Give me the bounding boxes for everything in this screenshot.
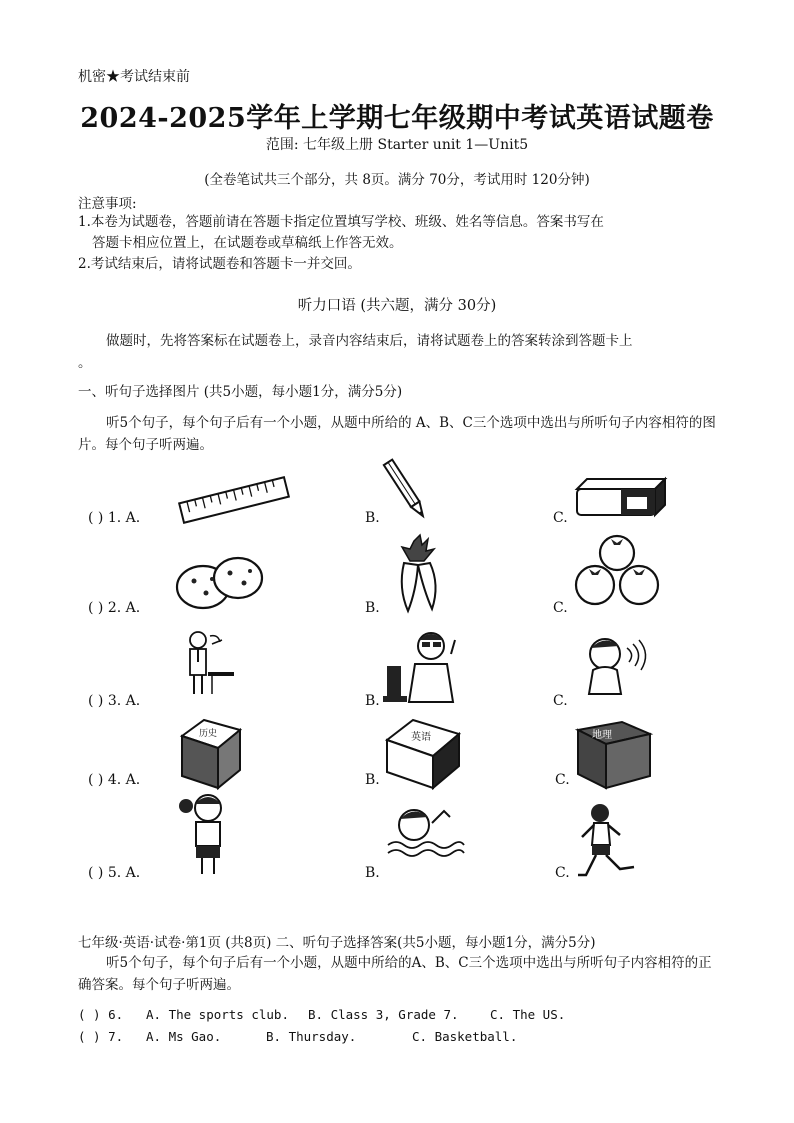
exam-scope: 范围: 七年级上册 Starter unit 1—Unit5: [265, 137, 529, 153]
ping-pong-boy-icon: [178, 792, 236, 878]
notice-heading: 注意事项:: [78, 196, 137, 212]
question-5-option-b: B.: [365, 865, 380, 881]
teacher-icon: [178, 630, 238, 698]
question-7-label: ( ) 7.: [78, 1029, 124, 1044]
english-book-icon: [383, 718, 463, 790]
question-2-option-b: B.: [365, 600, 380, 616]
part1-title: 一、听句子选择图片 (共5小题，每小题1分，满分5分): [78, 384, 403, 400]
question-1-option-c: C.: [553, 510, 568, 526]
question-6-option-c: C. The US.: [490, 1007, 566, 1022]
page-footer-and-part2-title: 七年级·英语·试卷·第1页 (共8页) 二、听句子选择答案(共5小题，每小题1分，满分5分): [78, 935, 596, 951]
eraser-icon: [573, 475, 668, 519]
running-boy-icon: [576, 803, 638, 881]
notice-line-1: 1.本卷为试题卷，答题前请在答题卡指定位置填写学校、班级、姓名等信息。答案书写在: [78, 214, 604, 230]
question-6-label: ( ) 6.: [78, 1007, 124, 1022]
singing-boy-icon: [573, 634, 653, 696]
listening-instruction: 做题时，先将答案标在试题卷上，录音内容结束后，请将试题卷上的答案转涂到答题卡上: [106, 333, 633, 349]
question-2: [78, 545, 718, 625]
geography-book-label: 地理: [592, 730, 612, 741]
listening-instruction-end: 。: [78, 355, 92, 371]
page-title: 2024-2025学年上学期七年级期中考试英语试题卷: [80, 103, 714, 134]
question-1: [78, 455, 718, 535]
tomatoes-icon: [573, 533, 663, 608]
question-5-option-c: C.: [555, 865, 570, 881]
part1-description: 听5个句子，每个句子后有一个小题，从题中所给的 A、B、C三个选项中选出与所听句子内容相符的图片。每个句子听两遍。: [78, 415, 716, 453]
radishes-icon: [388, 533, 448, 618]
question-7-option-b: B. Thursday.: [266, 1029, 357, 1044]
potatoes-icon: [176, 553, 264, 611]
history-book-icon: [176, 718, 242, 790]
exam-info: (全卷笔试共三个部分，共 8页。满分 70分，考试用时 120分钟): [204, 172, 590, 188]
question-6-option-a: A. The sports club.: [146, 1007, 289, 1022]
question-3-option-c: C.: [553, 693, 568, 709]
question-1-option-b: B.: [365, 510, 380, 526]
listening-section-title: 听力口语 (共六题，满分 30分): [297, 298, 497, 314]
question-5-label: ( ) 5. A.: [88, 865, 141, 881]
ruler-icon: [178, 475, 290, 525]
question-7-option-a: A. Ms Gao.: [146, 1029, 222, 1044]
question-4-option-c: C.: [555, 772, 570, 788]
swimming-boy-icon: [386, 805, 466, 860]
confidential-label: 机密★考试结束前: [78, 69, 190, 85]
question-3-label: ( ) 3. A.: [88, 693, 141, 709]
question-5: [78, 795, 718, 881]
history-book-label: 历史: [198, 729, 218, 739]
scientist-icon: [383, 630, 463, 706]
notice-line-1b: 答题卡相应位置上，在试题卷或草稿纸上作答无效。: [92, 235, 403, 251]
pencil-icon: [381, 455, 431, 525]
question-3: [78, 630, 718, 710]
question-4-option-b: B.: [365, 772, 380, 788]
question-1-label: ( ) 1. A.: [88, 510, 141, 526]
question-6-option-b: B. Class 3, Grade 7.: [308, 1007, 459, 1022]
question-7-option-c: C. Basketball.: [412, 1029, 518, 1044]
part2-description: 听5个句子，每个句子后有一个小题，从题中所给的A、B、C三个选项中选出与所听句子内容相符的正确答案。每个句子听两遍。: [78, 955, 712, 993]
question-2-label: ( ) 2. A.: [88, 600, 141, 616]
geography-book-icon: [574, 718, 654, 790]
question-3-option-b: B.: [365, 693, 380, 709]
question-4: [78, 715, 718, 795]
question-4-label: ( ) 4. A.: [88, 772, 141, 788]
english-book-label: 英语: [411, 732, 431, 743]
question-2-option-c: C.: [553, 600, 568, 616]
notice-line-2: 2.考试结束后，请将试题卷和答题卡一并交回。: [78, 256, 361, 272]
